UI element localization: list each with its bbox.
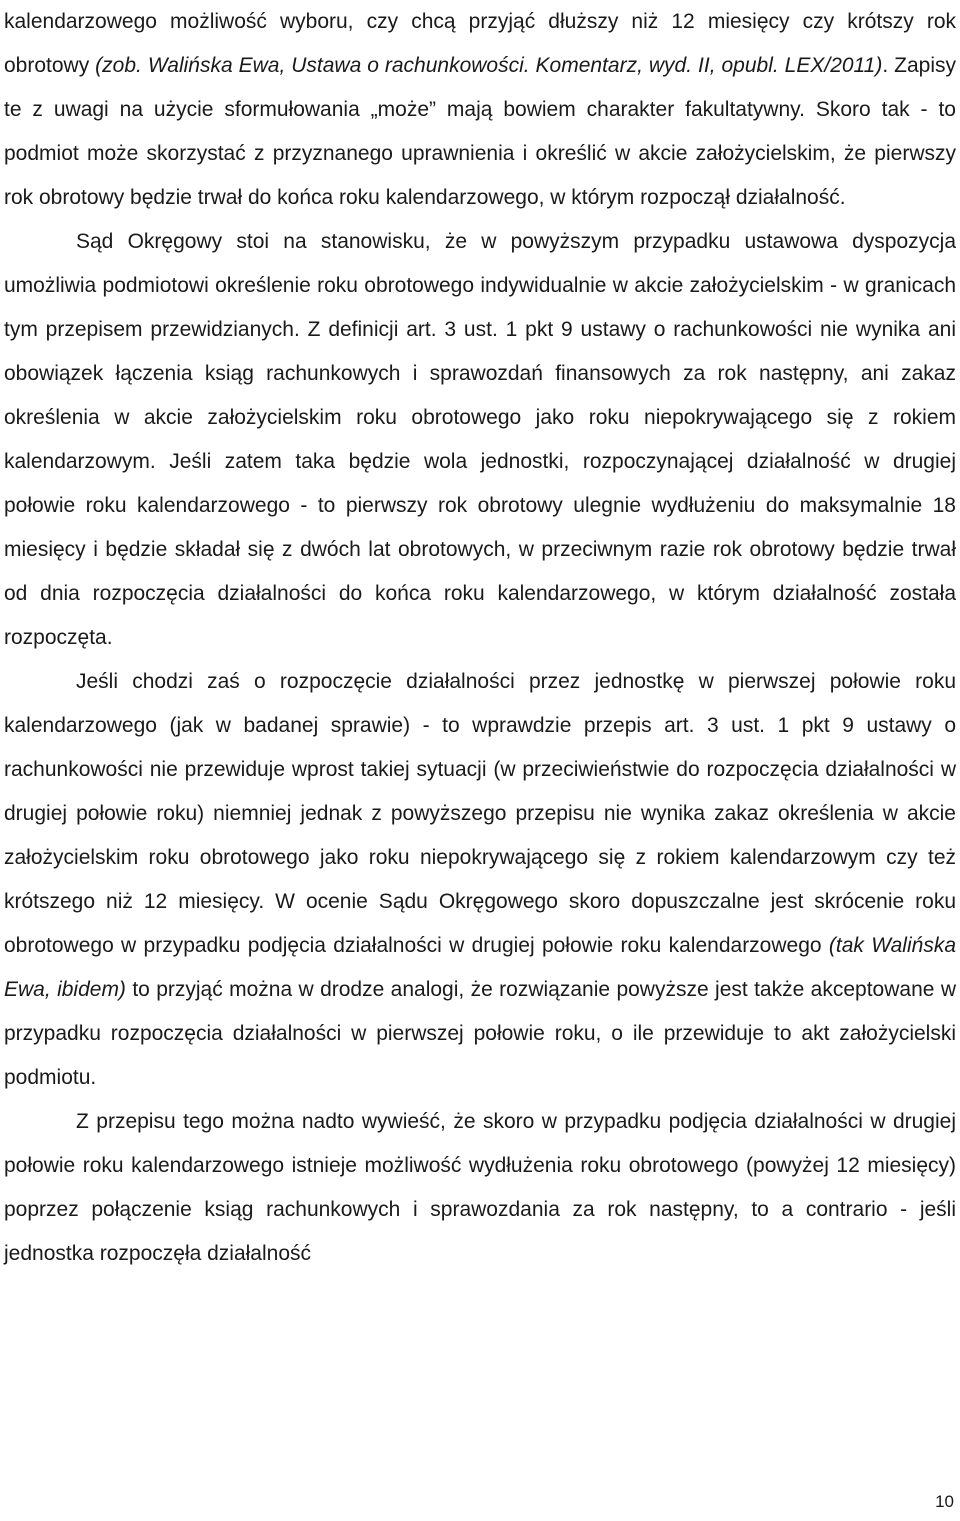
paragraph-4: Z przepisu tego można nadto wywieść, że skoro w przypadku podjęcia działalności w drugiej połowie roku kalendarzowego istnieje możliwość wydłużenia roku obrotowego (powyżej 12 miesięcy) poprzez połączenie ksiąg rachunkowych i sprawozdania za rok następny, to a contrario - jeśli jednostka rozpoczęła działalność (4, 1110, 956, 1265)
paragraph-3-text-c: to przyjąć można w drodze analogi, że rozwiązanie powyższe jest także akceptowane w przypadku rozpoczęcia działalności w pierwszej połowie roku, o ile przewiduje to akt założycielski podmiotu. (4, 978, 956, 1089)
paragraph-1-citation: (zob. Walińska Ewa, Ustawa o rachunkowości. Komentarz, wyd. II, opubl. LEX/2011) (95, 54, 883, 77)
document-page (4, 0, 956, 1276)
paragraph-1 (4, 0, 956, 220)
paragraph-2: Sąd Okręgowy stoi na stanowisku, że w powyższym przypadku ustawowa dyspozycja umożliwia podmiotowi określenie roku obrotowego indywidualnie w akcie założycielskim - w granicach tym przepisem przewidzianych. Z definicji art. 3 ust. 1 pkt 9 ustawy o rachunkowości nie wynika ani obowiązek łączenia ksiąg rachunkowych i sprawozdań finansowych za rok następny, ani zakaz określenia w akcie założycielskim roku obrotowego jako roku niepokrywającego się z rokiem kalendarzowym. Jeśli zatem taka będzie wola jednostki, rozpoczynającej działalność w drugiej połowie roku kalendarzowego - to pierwszy rok obrotowy ulegnie wydłużeniu do maksymalnie 18 miesięcy i będzie składał się z dwóch lat obrotowych, w przeciwnym razie rok obrotowy będzie trwał od dnia rozpoczęcia działalności do końca roku kalendarzowego, w którym działalność została rozpoczęta. (4, 230, 956, 649)
paragraph-3-text-a: Jeśli chodzi zaś o rozpoczęcie działalności przez jednostkę w pierwszej połowie roku kalendarzowego (jak w badanej sprawie) - to wprawdzie przepis art. 3 ust. 1 pkt 9 ustawy o rachunkowości nie przewiduje wprost takiej sytuacji (w przeciwieństwie do rozpoczęcia działalności w drugiej połowie roku) niemniej jednak z powyższego przepisu nie wynika zakaz określenia w akcie założycielskim roku obrotowego jako roku niepokrywającego się z rokiem kalendarzowym czy też krótszego niż 12 miesięcy. W ocenie Sądu Okręgowego skoro dopuszczalne jest skrócenie roku obrotowego w przypadku podjęcia działalności w drugiej połowie roku kalendarzowego (4, 670, 956, 957)
paragraph-3-citation: (tak Walińska Ewa, ibidem) (4, 934, 956, 1001)
paragraph-3 (4, 660, 956, 1100)
page-number: 10 (935, 1492, 954, 1511)
paragraph-1-text-a: kalendarzowego możliwość wyboru, czy chcą przyjąć dłuższy niż 12 miesięcy czy krótszy rok obrotowy (4, 10, 956, 77)
paragraph-1-text-c: . Zapisy te z uwagi na użycie sformułowania „może” mają bowiem charakter fakultatywny. Skoro tak - to podmiot może skorzystać z przyznanego uprawnienia i określić w akcie założycielskim, że pierwszy rok obrotowy będzie trwał do końca roku kalendarzowego, w którym rozpoczął działalność. (4, 54, 956, 209)
